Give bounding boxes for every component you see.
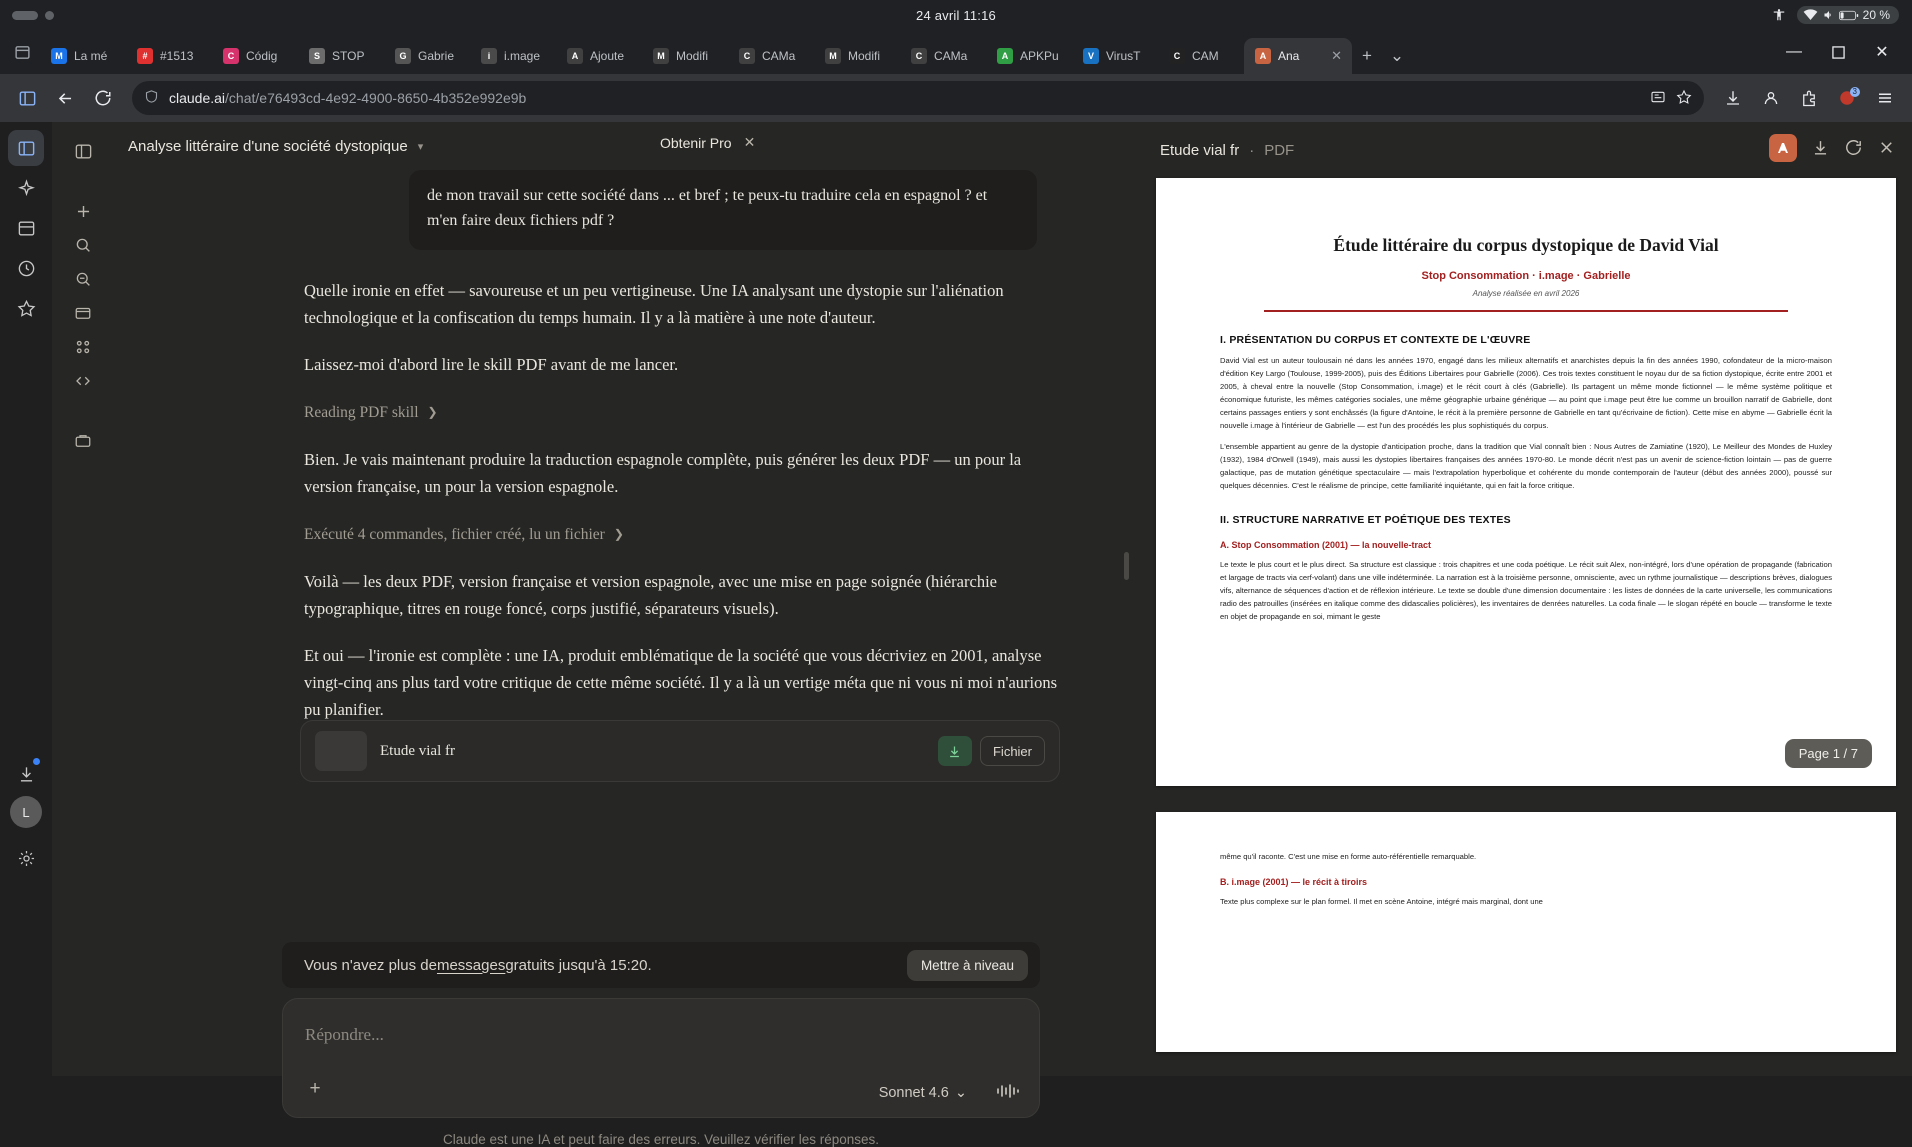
tab-label: Códig (246, 49, 278, 63)
browser-tab[interactable] (40, 38, 126, 74)
document-paragraph: Texte plus complexe sur le plan formel. Il met en scène Antoine, intégré mais marginal, dont une (1220, 897, 1543, 907)
back-button[interactable] (48, 81, 82, 115)
document-rule (1264, 310, 1788, 312)
browser-tab-strip (0, 30, 1912, 74)
code-icon[interactable] (66, 364, 100, 398)
extension-badge-count: 3 (1850, 87, 1860, 97)
attachment-name: Etude vial fr (380, 742, 455, 759)
assistant-message (304, 278, 1064, 744)
assistant-paragraph: Et oui — l'ironie est complète : une IA, produit emblématique de la société que vous décriviez en 2001, analyse vingt-cinq ans plus tard votre critique de cette même société. Il y a là un vertige méta que ni vous ni moi n'aurions pu planifier. (304, 646, 1058, 719)
close-button[interactable]: ✕ (1875, 44, 1889, 61)
tab-favicon-icon: # (137, 48, 153, 64)
browser-tab[interactable] (384, 38, 470, 74)
tab-label: VirusT (1106, 49, 1141, 63)
document-paragraph: Le texte le plus court et le plus direct. Sa structure est classique : trois chapitres et une coda poétique. Le récit suit Alex, non-intégré, lors d'une opération de propagande (fabrication et largage de tracts via cerf-volant) dans une ville indéterminée. La narration est à la troisième personne, omnisciente, avec un rythme journalistique — descriptions brèves, dialogues vifs, alternance de séquences d'action et de réflexion intérieure. Le texte se double d'une dimension documentaire : les listes de données de la carte universelle, les communications radio des patrouilles (insérées en italique comme des didascalies policières), les inventaires de denrées naturelles. La coda finale — le slogan répété en boucle — transforme le texte en objet de propagande en soi, mimant le geste (1220, 560, 1832, 622)
browser-tab[interactable] (1072, 38, 1158, 74)
bookmark-star-icon[interactable] (1676, 89, 1692, 108)
browser-tab[interactable] (642, 38, 728, 74)
page-indicator: Page 1 / 7 (1785, 739, 1872, 768)
pdf-page-1 (1156, 178, 1896, 786)
chat-header (114, 122, 1136, 170)
claude-app (52, 122, 1912, 1147)
browser-tab[interactable] (556, 38, 642, 74)
new-chat-icon[interactable] (66, 194, 100, 228)
tab-favicon-icon: C (223, 48, 239, 64)
tab-label: CAMa (762, 49, 796, 63)
tab-favicon-icon: V (1083, 48, 1099, 64)
tab-favicon-icon: C (739, 48, 755, 64)
browser-tab[interactable] (814, 38, 900, 74)
tab-label: CAM (1192, 49, 1219, 63)
message-limit-banner (282, 942, 1040, 988)
browser-toolbar (0, 74, 1912, 122)
close-icon[interactable] (1877, 138, 1896, 162)
tool-use-row[interactable] (304, 400, 1064, 425)
tab-close-icon[interactable]: ✕ (1331, 48, 1342, 63)
chat-transcript (114, 170, 1136, 1076)
tab-label: Ajoute (590, 49, 625, 63)
pdf-file-name: Etude vial fr (1160, 141, 1240, 159)
tab-favicon-icon: M (825, 48, 841, 64)
attachment-thumbnail (315, 731, 367, 771)
document-note: Analyse réalisée en avril 2026 (1472, 288, 1580, 298)
browser-tab[interactable] (1244, 38, 1352, 74)
model-selector[interactable] (879, 1085, 967, 1101)
downloads-icon[interactable] (1716, 81, 1750, 115)
page-title: Analyse littéraire d'une société dystopique (128, 137, 408, 155)
attachment-card[interactable] (300, 720, 1060, 782)
tab-label: La mé (74, 49, 108, 63)
chevron-right-icon: ❯ (613, 526, 624, 541)
chevron-right-icon: ❯ (427, 404, 438, 419)
browser-menu-icon[interactable] (1868, 81, 1902, 115)
document-subsection-heading: A. Stop Consommation (2001) — la nouvelle-tract (1220, 540, 1432, 551)
tab-label: Modifi (848, 49, 881, 63)
tab-label: i.mage (504, 49, 541, 63)
pdf-page-2 (1156, 812, 1896, 1052)
tab-favicon-icon: A (997, 48, 1013, 64)
reading-mode-icon[interactable] (1650, 89, 1666, 108)
url-domain: claude.ai (169, 90, 226, 106)
shield-icon (144, 89, 159, 107)
document-section-heading: I. PRÉSENTATION DU CORPUS ET CONTEXTE DE L'ŒUVRE (1220, 333, 1531, 346)
browser-tab[interactable] (298, 38, 384, 74)
document-subtitle: Stop Consommation · i.mage · Gabrielle (1421, 269, 1631, 282)
browser-tab[interactable] (986, 38, 1072, 74)
tab-list (40, 30, 1352, 74)
browser-tab[interactable] (900, 38, 986, 74)
attachment-action-button[interactable]: Fichier (980, 736, 1045, 766)
browser-tab[interactable] (1158, 38, 1244, 74)
tab-search-icon[interactable] (4, 30, 40, 74)
tools-icon[interactable] (66, 330, 100, 364)
composer-placeholder: Répondre... (305, 1025, 384, 1044)
document-section-heading: II. STRUCTURE NARRATIVE ET POÉTIQUE DES TEXTES (1220, 514, 1511, 527)
chevron-down-icon[interactable]: ▾ (417, 140, 424, 153)
rail-window-icon[interactable] (8, 130, 44, 166)
limit-link[interactable]: messages (436, 956, 506, 974)
tab-label: CAMa (934, 49, 968, 63)
pdf-file-type: · (1249, 141, 1255, 159)
tab-favicon-icon: C (1169, 48, 1185, 64)
assistant-paragraph: Quelle ironie en effet — savoureuse et un peu vertigineuse. Une IA analysant une dystopie sur l'aliénation technologique et la confiscation du temps humain. Il y a là matière à une note d'auteur. (304, 281, 1004, 327)
tab-label: Modifi (676, 49, 709, 63)
battery-percent: 20 % (1862, 8, 1890, 22)
limit-text-after: gratuits jusqu'à 15:20. (505, 956, 652, 974)
tab-favicon-icon: C (911, 48, 927, 64)
tab-favicon-icon: i (481, 48, 497, 64)
tool-use-row[interactable] (304, 522, 1064, 547)
claude-icon[interactable] (1769, 134, 1797, 167)
artifacts-icon[interactable] (66, 424, 100, 458)
message-composer[interactable] (282, 998, 1040, 1118)
add-attachment-button[interactable]: + (309, 1078, 321, 1099)
assistant-paragraph: Voilà — les deux PDF, version française et version espagnole, avec une mise en page soignée (hiérarchie typographique, titres en rouge foncé, corps justifié, séparateurs visuels). (304, 571, 997, 618)
tab-favicon-icon: M (51, 48, 67, 64)
browser-tab[interactable] (212, 38, 298, 74)
assistant-paragraph: Bien. Je vais maintenant produire la traduction espagnole complète, puis générer les deux PDF — un pour la version française, un pour la version espagnole. (304, 450, 1022, 496)
pdf-preview-panel (1136, 122, 1912, 1076)
assistant-paragraph: Laissez-moi d'abord lire le skill PDF avant de me lancer. (304, 355, 679, 375)
close-icon[interactable]: ✕ (743, 134, 756, 150)
model-name: Sonnet 4.6 (878, 1085, 949, 1101)
browser-tab[interactable] (728, 38, 814, 74)
chats-icon[interactable] (66, 262, 100, 296)
tab-label: APKPu (1020, 49, 1059, 63)
address-bar[interactable] (132, 81, 1704, 115)
new-tab-button[interactable]: + (1362, 46, 1372, 65)
user-message: de mon travail sur cette société dans ... et bref ; te peux-tu traduire cela en espagnol ? et m'en faire deux fichiers pdf ? (409, 170, 1037, 250)
tool-use-label: Exécuté 4 commandes, fichier créé, lu un fichier (304, 525, 605, 543)
avatar[interactable]: L (10, 796, 42, 828)
rail-history-icon[interactable] (8, 250, 44, 286)
tab-favicon-icon: A (1255, 48, 1271, 64)
os-clock: 24 avril 11:16 (916, 7, 996, 23)
sidebar-toggle-icon[interactable] (66, 134, 100, 168)
extensions-icon[interactable] (1792, 81, 1826, 115)
minimize-button[interactable]: — (1786, 43, 1802, 60)
document-subsection-heading: B. i.mage (2001) — le récit à tiroirs (1220, 877, 1368, 888)
maximize-button[interactable] (1816, 30, 1860, 74)
browser-tab[interactable] (126, 38, 212, 74)
tab-label: STOP (332, 49, 365, 63)
refresh-icon[interactable] (1844, 138, 1863, 162)
download-icon[interactable] (1811, 138, 1830, 162)
tab-list-chevron-icon[interactable]: ⌄ (1389, 46, 1405, 65)
rail-library-icon[interactable] (8, 210, 44, 246)
claude-sidebar (52, 122, 114, 1076)
downloads-badge-dot (33, 758, 40, 765)
profile-icon[interactable] (1754, 81, 1788, 115)
url-path: /chat/e76493cd-4e92-4900-8650-4b352e992e9b (225, 90, 527, 106)
tab-label: Ana (1278, 49, 1300, 63)
document-paragraph: David Vial est un auteur toulousain né dans les années 1970, engagé dans les milieux alternatifs et anarchistes depuis la fin des années 1990, cofondateur de la micro-maison d'édition Key Largo (Toulouse, 1999-2005), puis des Éditions Libertaires pour Gabrielle (2006). Ces trois textes constituent le noyau dur de sa fiction dystopique, écrite entre 2001 et 2005, à cheval entre la nouvelle (Stop Consommation, i.mage) et le récit court à clés (Gabrielle). Ils partagent un même monde fictionnel — le même système politique et économique futuriste, les mêmes catégories sociales, une même géographie urbaine générique — au point que i.mage peut être lue comme un brouillon narratif de Gabrielle, dont certains passages entiers y sont enchâssés (la figure d'Antoine, le récit à la première personne de Gabrielle en tant qu'écrivaine de fiction). Cette mise en abyme — Gabrielle écrit la nouvelle i.mage à l'intérieur de Gabrielle — est l'un des procédés les plus sophistiqués du corpus. (1220, 355, 1832, 430)
window-controls (1772, 30, 1912, 74)
extension-pinned-icon[interactable] (1830, 81, 1864, 115)
download-icon[interactable] (938, 736, 972, 766)
rail-sparkle-icon[interactable] (8, 170, 44, 206)
upgrade-button[interactable]: Mettre à niveau (907, 950, 1028, 981)
os-top-bar (0, 0, 1912, 30)
search-icon[interactable] (66, 228, 100, 262)
rail-bookmarks-icon[interactable] (8, 290, 44, 326)
tab-label: #1513 (160, 49, 194, 63)
chevron-down-icon: ⌄ (954, 1085, 967, 1101)
tab-favicon-icon: G (395, 48, 411, 64)
rail-downloads-icon[interactable] (8, 756, 44, 792)
limit-text-before: Vous n'avez plus de (304, 956, 437, 974)
address-bar-url (169, 90, 1640, 106)
tab-favicon-icon: M (653, 48, 669, 64)
get-pro-label: Obtenir Pro (660, 134, 732, 151)
pdf-scroll-area[interactable] (1156, 178, 1898, 1076)
pdf-type-label: PDF (1264, 141, 1295, 159)
document-paragraph: même qu'il raconte. C'est une mise en forme auto-référentielle remarquable. (1220, 852, 1477, 861)
disclaimer-text: Claude est une IA et peut faire des erreurs. Veuillez vérifier les réponses. (443, 1132, 879, 1147)
sidepanel-icon[interactable] (10, 81, 44, 115)
browser-tab[interactable] (470, 38, 556, 74)
tab-favicon-icon: A (567, 48, 583, 64)
panel-resize-handle[interactable] (1124, 552, 1129, 580)
get-pro-chip[interactable] (660, 134, 755, 151)
projects-icon[interactable] (66, 296, 100, 330)
tab-favicon-icon: S (309, 48, 325, 64)
waveform-icon[interactable] (995, 1082, 1019, 1105)
tab-label: Gabrie (418, 49, 455, 63)
document-title: Étude littéraire du corpus dystopique de David Vial (1333, 235, 1719, 255)
tool-use-label: Reading PDF skill (304, 404, 419, 422)
os-left-rail (0, 122, 52, 876)
rail-settings-icon[interactable] (8, 840, 44, 876)
reload-button[interactable] (86, 81, 120, 115)
document-paragraph: L'ensemble appartient au genre de la dystopie d'anticipation proche, dans la tradition que Vial connaît bien : Nous Autres de Zamiatine (1920), Le Meilleur des Mondes de Huxley (1932), 1984 d'Orwell (1949), mais aussi les dystopies libertaires françaises des années 1970-80. Le monde décrit n'est pas un avenir de science-fiction lointain — pas de guerre galactique, pas de mutation génétique spectaculaire — mais l'extrapolation hyperbolique et cohérente du monde contemporain de l'auteur (début des années 2000), poussé sur quelques décennies. C'est le réalisme de principe, cette familiarité inquiétante, qui en fait la force critique. (1220, 441, 1832, 491)
pdf-panel-header (1136, 122, 1912, 178)
